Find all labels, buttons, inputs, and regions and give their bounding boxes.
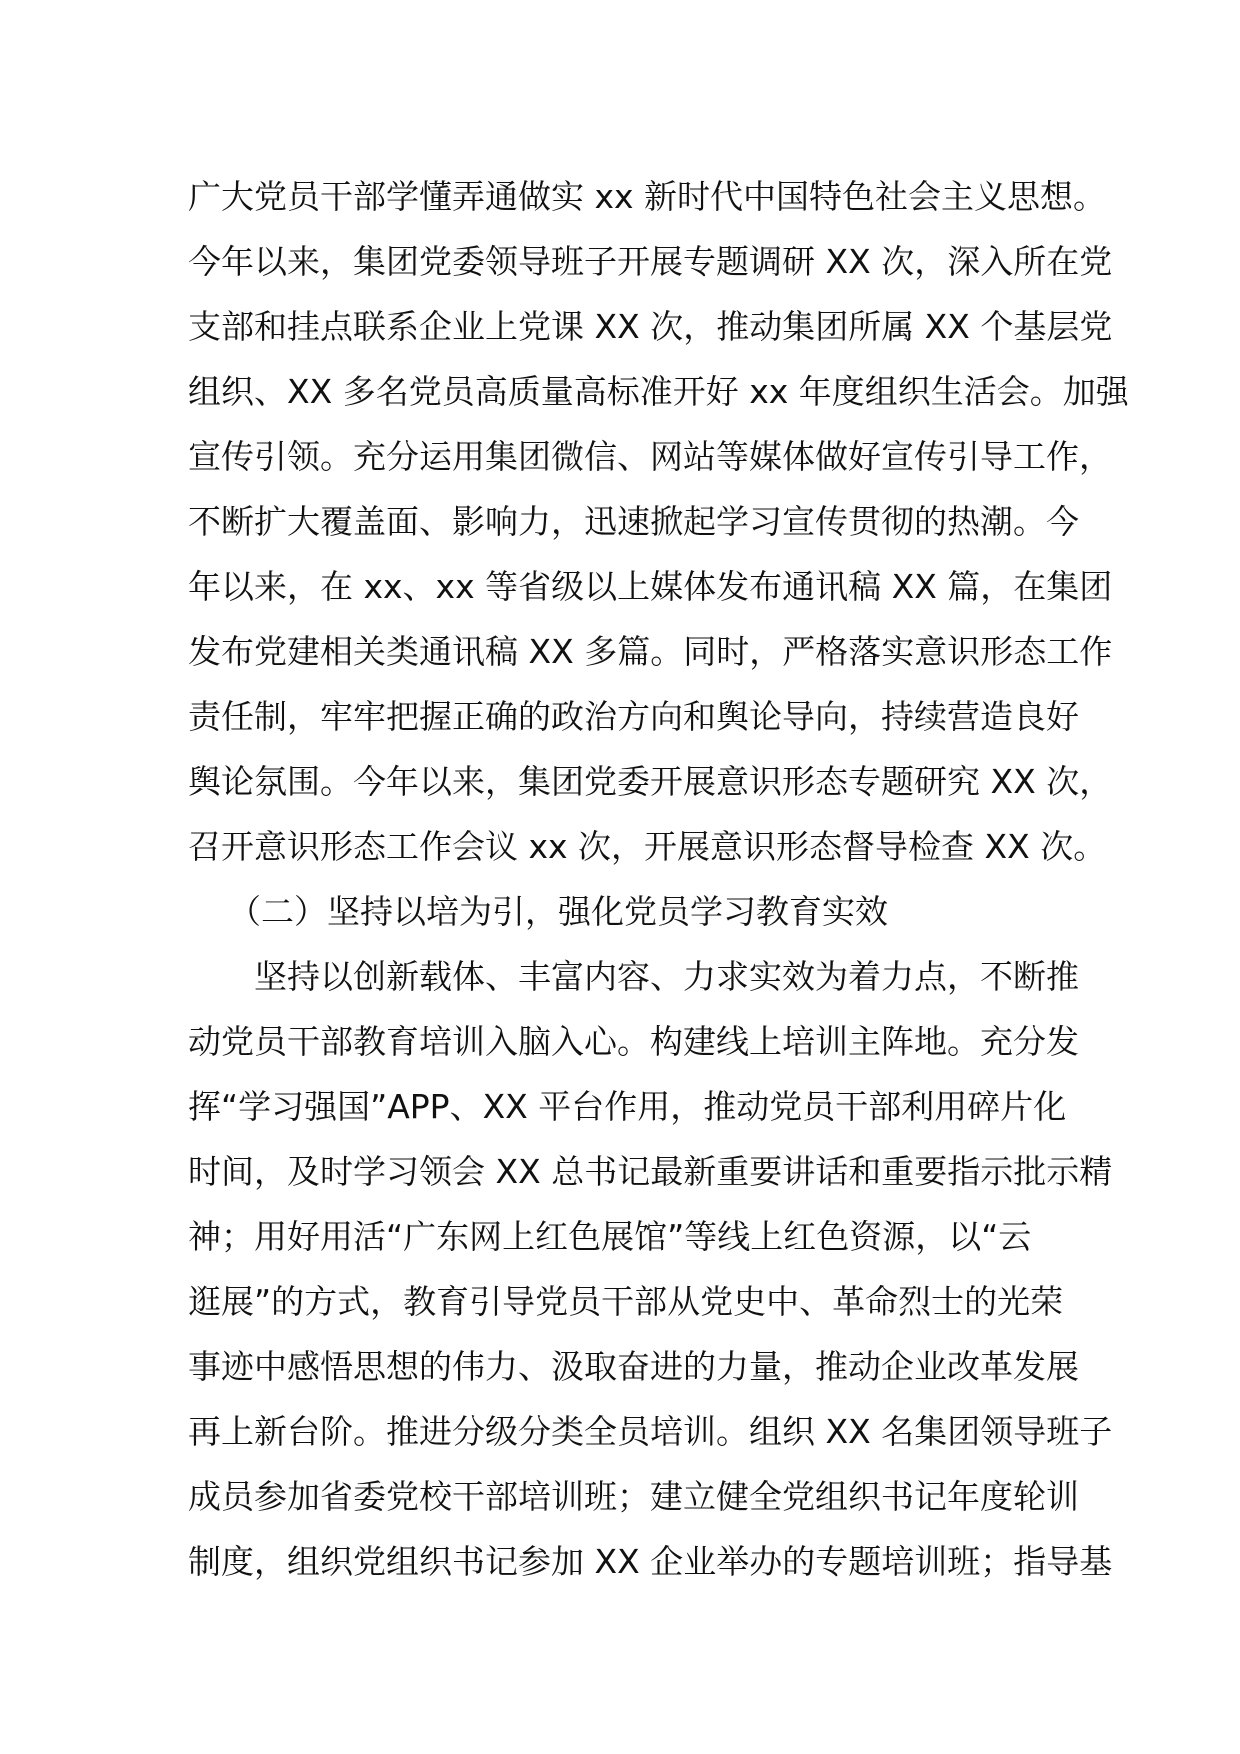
text-line: 发布党建相关类通讯稿 XX 多篇。同时，严格落实意识形态工作 [188, 632, 1113, 671]
text-line: 广大党员干部学懂弄通做实 xx 新时代中国特色社会主义思想。 [188, 177, 1107, 216]
body-paragraph-continued [188, 164, 1129, 1594]
text-line: 坚持以创新载体、丰富内容、力求实效为着力点，不断推 [254, 957, 1079, 996]
text-line: 时间，及时学习领会 XX 总书记最新重要讲话和重要指示批示精 [188, 1152, 1113, 1191]
text-line: 年以来，在 xx、xx 等省级以上媒体发布通讯稿 XX 篇，在集团 [188, 567, 1113, 606]
text-line: 不断扩大覆盖面、影响力，迅速掀起学习宣传贯彻的热潮。今 [188, 502, 1079, 541]
text-line: 神；用好用活“广东网上红色展馆”等线上红色资源，以“云 [188, 1217, 1032, 1256]
text-line: 宣传引领。充分运用集团微信、网站等媒体做好宣传引导工作， [188, 437, 1112, 476]
text-line: 组织、XX 多名党员高质量高标准开好 xx 年度组织生活会。加强 [188, 372, 1129, 411]
text-line: 责任制，牢牢把握正确的政治方向和舆论导向，持续营造良好 [188, 697, 1079, 736]
text-line: 制度，组织党组织书记参加 XX 企业举办的专题培训班；指导基 [188, 1542, 1113, 1581]
text-line: 今年以来，集团党委领导班子开展专题调研 XX 次，深入所在党 [188, 242, 1113, 281]
text-line: 逛展”的方式，教育引导党员干部从党史中、革命烈士的光荣 [188, 1282, 1064, 1321]
text-line: 事迹中感悟思想的伟力、汲取奋进的力量，推动企业改革发展 [188, 1347, 1079, 1386]
text-line: 挥“学习强国”APP、XX 平台作用，推动党员干部利用碎片化 [188, 1087, 1067, 1126]
text-line: 再上新台阶。推进分级分类全员培训。组织 XX 名集团领导班子 [188, 1412, 1113, 1451]
text-line: 动党员干部教育培训入脑入心。构建线上培训主阵地。充分发 [188, 1022, 1079, 1061]
text-line: 支部和挂点联系企业上党课 XX 次，推动集团所属 XX 个基层党 [188, 307, 1113, 346]
text-line: 成员参加省委党校干部培训班；建立健全党组织书记年度轮训 [188, 1477, 1079, 1516]
text-line: 舆论氛围。今年以来，集团党委开展意识形态专题研究 XX 次， [188, 762, 1113, 801]
text-line: 召开意识形态工作会议 xx 次，开展意识形态督导检查 XX 次。 [188, 827, 1107, 866]
section-heading: （二）坚持以培为引，强化党员学习教育实效 [228, 892, 888, 931]
